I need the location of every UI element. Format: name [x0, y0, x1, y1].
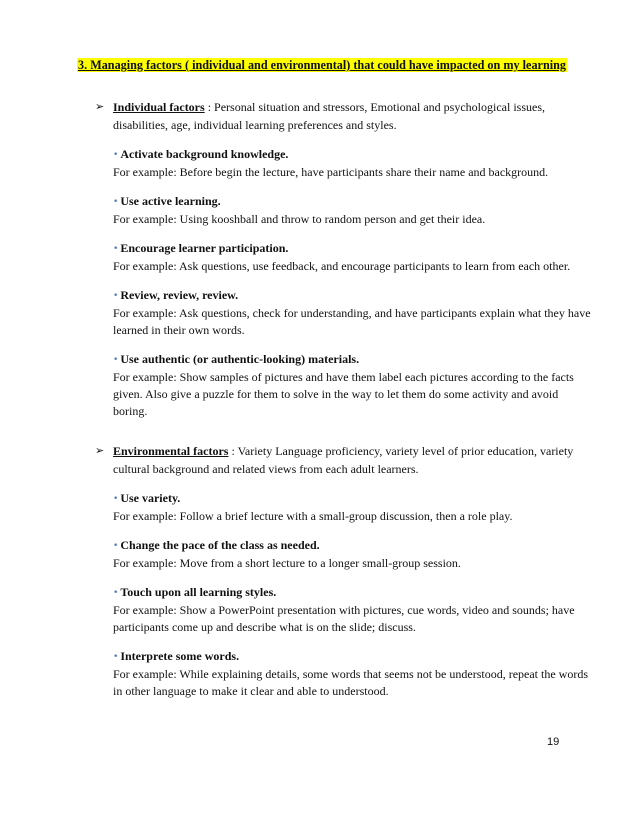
- item-title: Activate background knowledge.: [120, 147, 289, 161]
- item-title: Touch upon all learning styles.: [120, 585, 277, 599]
- environmental-factors-section: [95, 442, 595, 700]
- list-item: [113, 584, 595, 636]
- item-example: For example: Before begin the lecture, have participants share their name and background.: [113, 165, 549, 179]
- list-item: [113, 648, 595, 700]
- list-item: [113, 240, 595, 275]
- item-example: For example: While explaining details, some words that seems not be understood, repeat the words in other language to make it clear and able to understood.: [113, 667, 589, 698]
- arrow-bullet-icon: ➢: [95, 444, 105, 457]
- bullet-icon: •: [113, 541, 119, 551]
- item-title: Use active learning.: [120, 194, 221, 208]
- page-number: 19: [547, 736, 560, 748]
- separator: :: [204, 100, 215, 114]
- bullet-icon: •: [113, 355, 119, 365]
- section-title: Individual factors: [113, 100, 205, 114]
- item-title: Use authentic (or authentic-looking) materials.: [120, 352, 360, 366]
- item-example: For example: Using kooshball and throw to random person and get their idea.: [113, 212, 486, 226]
- item-example: For example: Ask questions, use feedback, and encourage participants to learn from each other.: [113, 259, 571, 273]
- section-description: Variety Language proficiency, variety level of prior education, variety cultural background and related views from each adult learners.: [113, 444, 574, 476]
- section-heading: 3. Managing factors ( individual and environmental) that could have impacted on my learning: [78, 58, 566, 72]
- item-example: For example: Ask questions, check for understanding, and have participants explain what they have learned in their own words.: [113, 306, 591, 337]
- individual-factors-section: [95, 98, 595, 420]
- bullet-icon: •: [113, 494, 119, 504]
- item-example: For example: Show samples of pictures and have them label each pictures according to the facts given. Also give a puzzle for them to solve in the way to let them do some activity and avoid boring.: [113, 370, 574, 418]
- list-item: [113, 193, 595, 228]
- separator: :: [228, 444, 238, 458]
- item-example: For example: Follow a brief lecture with a small-group discussion, then a role play.: [113, 509, 513, 523]
- arrow-bullet-icon: ➢: [95, 100, 105, 113]
- section-header: [95, 442, 595, 478]
- bullet-icon: •: [113, 652, 119, 662]
- item-example: For example: Show a PowerPoint presentation with pictures, cue words, video and sounds; have participants come up and describe what is on the slide; discuss.: [113, 603, 575, 634]
- list-item: [113, 146, 595, 181]
- section-header: [95, 98, 595, 134]
- list-item: [113, 537, 595, 572]
- bullet-icon: •: [113, 244, 119, 254]
- list-item: [113, 351, 595, 420]
- item-title: Review, review, review.: [120, 288, 239, 302]
- bullet-icon: •: [113, 291, 119, 301]
- item-title: Change the pace of the class as needed.: [120, 538, 320, 552]
- bullet-icon: •: [113, 197, 119, 207]
- item-title: Encourage learner participation.: [120, 241, 289, 255]
- list-item: [113, 287, 595, 339]
- list-item: [113, 490, 595, 525]
- bullet-icon: •: [113, 150, 119, 160]
- item-example: For example: Move from a short lecture to a longer small-group session.: [113, 556, 461, 570]
- section-description: Personal situation and stressors, Emotional and psychological issues, disabilities, age, individual learning preferences and styles.: [113, 100, 545, 132]
- item-title: Interprete some words.: [120, 649, 240, 663]
- bullet-icon: •: [113, 588, 119, 598]
- section-title: Environmental factors: [113, 444, 229, 458]
- item-title: Use variety.: [120, 491, 181, 505]
